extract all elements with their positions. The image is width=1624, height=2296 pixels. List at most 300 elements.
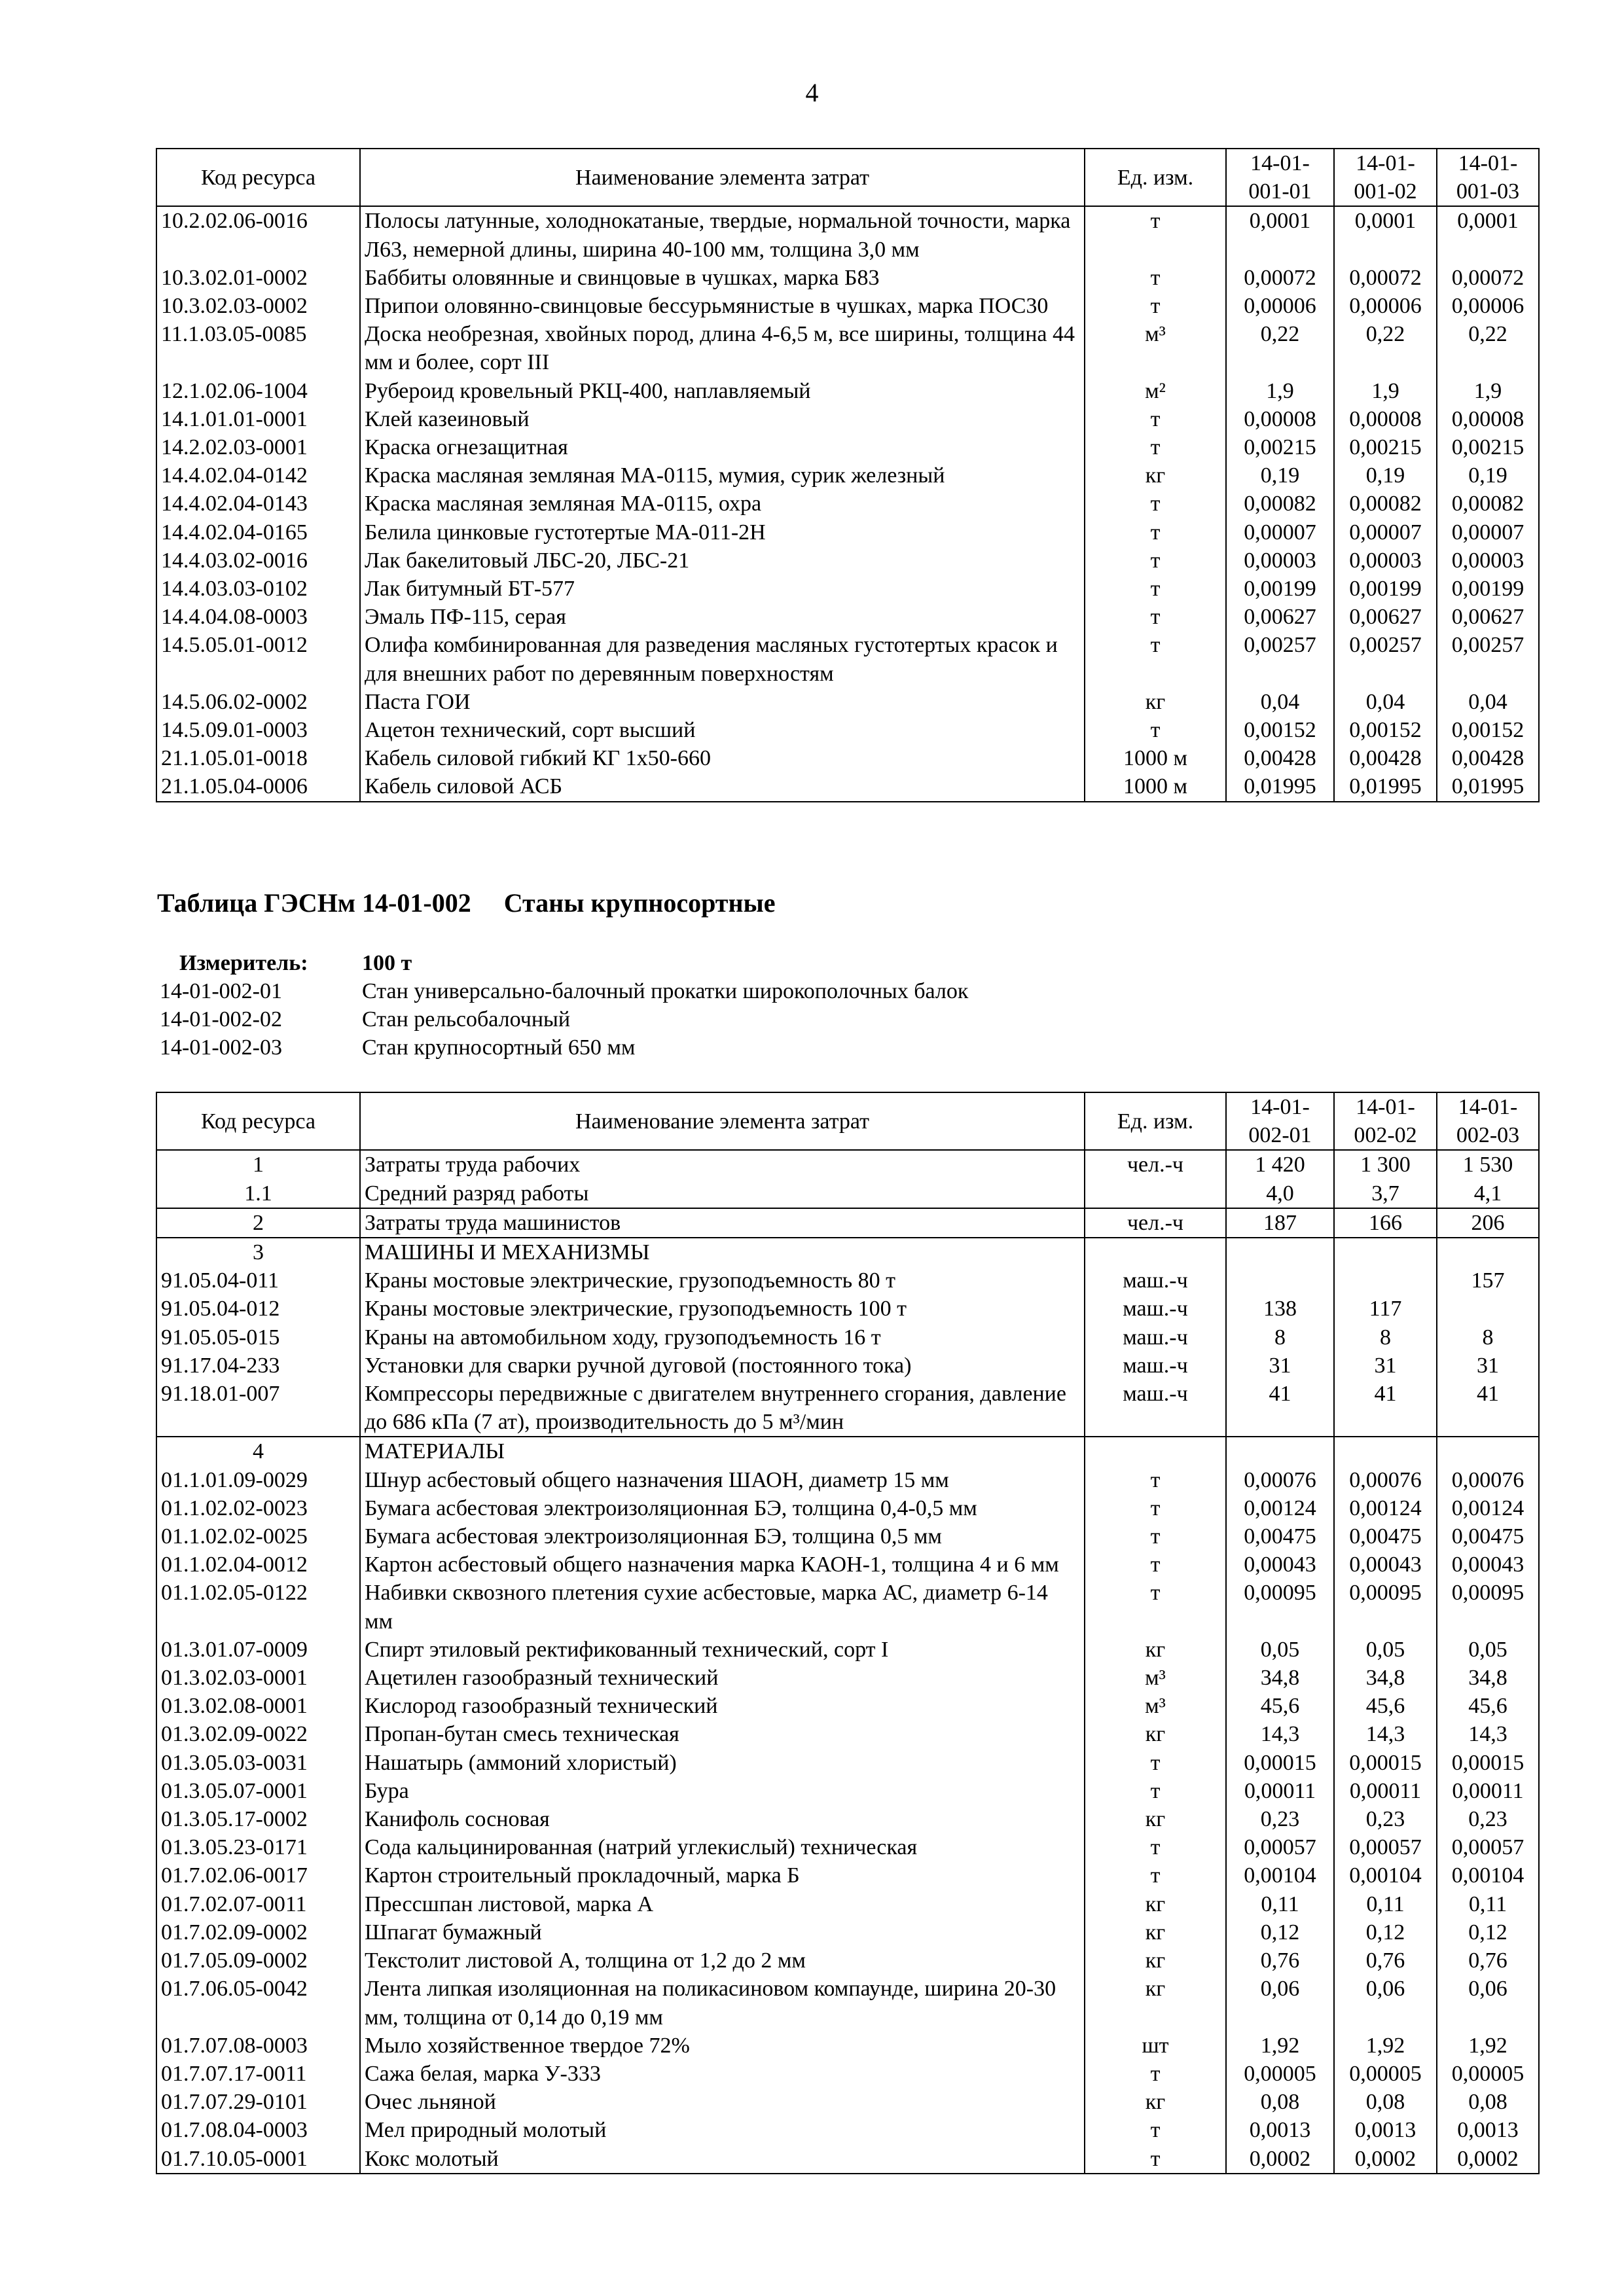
resource-code: 21.1.05.01-0018 <box>156 744 360 772</box>
table-body <box>156 206 1539 801</box>
value-col-3: 0,00005 <box>1437 2060 1539 2088</box>
resource-code: 01.7.07.08-0003 <box>156 2032 360 2060</box>
table-body <box>156 1150 1539 2173</box>
resource-code: 14.1.01.01-0001 <box>156 405 360 433</box>
table-row <box>156 547 1539 575</box>
item-name: Стан универсально-балочный прокатки широкополочных балок <box>362 979 969 1003</box>
resource-unit: чел.-ч <box>1085 1208 1226 1238</box>
table-row <box>156 433 1539 461</box>
resource-unit: т <box>1085 716 1226 744</box>
resource-name: Картон строительный прокладочный, марка Б <box>360 1861 1085 1890</box>
resource-code: 01.7.05.09-0002 <box>156 1946 360 1975</box>
value-col-1: 0,00005 <box>1226 2060 1334 2088</box>
resource-unit: т <box>1085 1777 1226 1805</box>
resource-name: Краска огнезащитная <box>360 433 1085 461</box>
value-col-2: 0,05 <box>1334 1636 1437 1664</box>
value-col-3: 0,00257 <box>1437 631 1539 687</box>
table-row <box>156 1636 1539 1664</box>
resource-name: Краны на автомобильном ходу, грузоподъемность 16 т <box>360 1323 1085 1352</box>
table-row <box>156 1918 1539 1946</box>
header-name: Наименование элемента затрат <box>360 1092 1085 1150</box>
value-col-1: 0,00475 <box>1226 1522 1334 1551</box>
value-col-3: 0,00095 <box>1437 1579 1539 1635</box>
resource-unit: кг <box>1085 1890 1226 1918</box>
resource-name: Набивки сквозного плетения сухие асбестовые, марка АС, диаметр 6-14 мм <box>360 1579 1085 1635</box>
header-unit: Ед. изм. <box>1085 149 1226 206</box>
table-row <box>156 1238 1539 1266</box>
value-col-2 <box>1334 1266 1437 1295</box>
resource-name: Картон асбестовый общего назначения марка КАОН-1, толщина 4 и 6 мм <box>360 1551 1085 1579</box>
value-col-2: 0,00006 <box>1334 292 1437 320</box>
resource-code: 01.1.02.02-0025 <box>156 1522 360 1551</box>
resource-code: 14.4.02.04-0165 <box>156 518 360 547</box>
resource-code: 01.7.06.05-0042 <box>156 1975 360 2031</box>
value-col-1 <box>1226 1266 1334 1295</box>
resource-code: 01.1.01.09-0029 <box>156 1466 360 1494</box>
table-row <box>156 2088 1539 2116</box>
resource-unit: т <box>1085 490 1226 518</box>
resource-name: Эмаль ПФ-115, серая <box>360 603 1085 631</box>
resource-name: Лента липкая изоляционная на поликасиновом компаунде, ширина 20-30 мм, толщина от 0,14 до 0,19 мм <box>360 1975 1085 2031</box>
resource-code: 14.4.03.03-0102 <box>156 575 360 603</box>
value-col-2: 0,00475 <box>1334 1522 1437 1551</box>
value-col-2: 8 <box>1334 1323 1437 1352</box>
value-col-1: 8 <box>1226 1323 1334 1352</box>
resource-name: Нашатырь (аммоний хлористый) <box>360 1749 1085 1777</box>
value-col-3: 0,06 <box>1437 1975 1539 2031</box>
value-col-1: 31 <box>1226 1352 1334 1380</box>
resource-code: 01.3.02.08-0001 <box>156 1692 360 1720</box>
value-col-2 <box>1334 1437 1437 1465</box>
resource-name: Кабель силовой АСБ <box>360 772 1085 801</box>
table-row <box>156 206 1539 263</box>
resource-unit: т <box>1085 2116 1226 2144</box>
value-col-3: 0,04 <box>1437 688 1539 716</box>
resource-unit: т <box>1085 1551 1226 1579</box>
value-col-3: 4,1 <box>1437 1179 1539 1208</box>
page-number: 4 <box>805 78 819 107</box>
resource-unit: кг <box>1085 688 1226 716</box>
resource-name: Краны мостовые электрические, грузоподъемность 100 т <box>360 1295 1085 1323</box>
resource-unit: 1000 м <box>1085 772 1226 801</box>
resource-code: 91.05.05-015 <box>156 1323 360 1352</box>
header-col-3: 14-01-001-03 <box>1437 149 1539 206</box>
resource-unit: т <box>1085 1579 1226 1635</box>
table-row <box>156 1295 1539 1323</box>
value-col-2: 0,00011 <box>1334 1777 1437 1805</box>
resource-name: Пропан-бутан смесь техническая <box>360 1720 1085 1748</box>
table-row <box>156 461 1539 490</box>
value-col-3: 0,00428 <box>1437 744 1539 772</box>
value-col-1: 41 <box>1226 1380 1334 1437</box>
value-col-1: 0,00257 <box>1226 631 1334 687</box>
resource-name: МАТЕРИАЛЫ <box>360 1437 1085 1465</box>
table-row <box>156 1494 1539 1522</box>
table-row <box>156 1466 1539 1494</box>
value-col-1: 0,00011 <box>1226 1777 1334 1805</box>
value-col-1: 0,19 <box>1226 461 1334 490</box>
resource-unit: 1000 м <box>1085 744 1226 772</box>
value-col-1 <box>1226 1437 1334 1465</box>
resource-name: Шпагат бумажный <box>360 1918 1085 1946</box>
table-row <box>156 2145 1539 2174</box>
value-col-2: 0,00199 <box>1334 575 1437 603</box>
value-col-2: 0,00428 <box>1334 744 1437 772</box>
value-col-1: 0,00199 <box>1226 575 1334 603</box>
value-col-2: 0,23 <box>1334 1805 1437 1833</box>
value-col-1: 0,00006 <box>1226 292 1334 320</box>
value-col-1: 0,00007 <box>1226 518 1334 547</box>
value-col-3: 0,0001 <box>1437 206 1539 263</box>
value-col-1: 0,00215 <box>1226 433 1334 461</box>
value-col-2: 0,00015 <box>1334 1749 1437 1777</box>
resource-name: Установки для сварки ручной дуговой (постоянного тока) <box>360 1352 1085 1380</box>
value-col-1: 14,3 <box>1226 1720 1334 1748</box>
value-col-3: 0,00082 <box>1437 490 1539 518</box>
resource-code: 14.5.05.01-0012 <box>156 631 360 687</box>
value-col-1: 0,23 <box>1226 1805 1334 1833</box>
resource-code: 1.1 <box>156 1179 360 1208</box>
value-col-2: 0,12 <box>1334 1918 1437 1946</box>
value-col-2: 0,00008 <box>1334 405 1437 433</box>
value-col-3 <box>1437 1238 1539 1266</box>
value-col-2: 0,22 <box>1334 320 1437 376</box>
measure-label: Измеритель: <box>179 951 308 975</box>
resource-name: Доска необрезная, хвойных пород, длина 4-6,5 м, все ширины, толщина 44 мм и более, сорт III <box>360 320 1085 376</box>
resource-unit <box>1085 1437 1226 1465</box>
resource-table-001 <box>156 148 1540 802</box>
value-col-3: 0,23 <box>1437 1805 1539 1833</box>
resource-unit: маш.-ч <box>1085 1380 1226 1437</box>
resource-name: Клей казеиновый <box>360 405 1085 433</box>
value-col-1: 0,11 <box>1226 1890 1334 1918</box>
resource-name: Канифоль сосновая <box>360 1805 1085 1833</box>
resource-name: МАШИНЫ И МЕХАНИЗМЫ <box>360 1238 1085 1266</box>
resource-name: Лак битумный БТ-577 <box>360 575 1085 603</box>
resource-code: 14.5.06.02-0002 <box>156 688 360 716</box>
value-col-2: 14,3 <box>1334 1720 1437 1748</box>
value-col-2: 41 <box>1334 1380 1437 1437</box>
value-col-3: 0,00006 <box>1437 292 1539 320</box>
value-col-2: 1,9 <box>1334 377 1437 405</box>
value-col-2: 0,00152 <box>1334 716 1437 744</box>
resource-unit: маш.-ч <box>1085 1295 1226 1323</box>
value-col-3: 0,05 <box>1437 1636 1539 1664</box>
header-col-2: 14-01-001-02 <box>1334 149 1437 206</box>
table-row <box>156 1777 1539 1805</box>
resource-code: 21.1.05.04-0006 <box>156 772 360 801</box>
table-row <box>156 292 1539 320</box>
value-col-1: 1,92 <box>1226 2032 1334 2060</box>
resource-name: Прессшпан листовой, марка А <box>360 1890 1085 1918</box>
value-col-2: 0,08 <box>1334 2088 1437 2116</box>
item-name: Стан крупносортный 650 мм <box>362 1035 636 1060</box>
value-col-3: 8 <box>1437 1323 1539 1352</box>
section-title: Таблица ГЭСНм 14-01-002 Станы крупносортные <box>157 888 776 918</box>
resource-unit: т <box>1085 1833 1226 1861</box>
value-col-3: 0,12 <box>1437 1918 1539 1946</box>
value-col-1: 4,0 <box>1226 1179 1334 1208</box>
resource-unit: чел.-ч <box>1085 1150 1226 1179</box>
table-row <box>156 264 1539 292</box>
resource-unit: м³ <box>1085 1664 1226 1692</box>
resource-code: 14.4.02.04-0142 <box>156 461 360 490</box>
resource-name: Белила цинковые густотертые МА-011-2Н <box>360 518 1085 547</box>
resource-name: Лак бакелитовый ЛБС-20, ЛБС-21 <box>360 547 1085 575</box>
value-col-1: 0,08 <box>1226 2088 1334 2116</box>
header-col-3: 14-01-002-03 <box>1437 1092 1539 1150</box>
value-col-2: 0,00124 <box>1334 1494 1437 1522</box>
value-col-1: 138 <box>1226 1295 1334 1323</box>
value-col-3: 0,00124 <box>1437 1494 1539 1522</box>
value-col-3: 0,00008 <box>1437 405 1539 433</box>
resource-name: Паста ГОИ <box>360 688 1085 716</box>
table-row <box>156 1579 1539 1635</box>
value-col-2: 0,01995 <box>1334 772 1437 801</box>
value-col-3: 0,11 <box>1437 1890 1539 1918</box>
value-col-3: 0,00215 <box>1437 433 1539 461</box>
resource-unit: кг <box>1085 461 1226 490</box>
table-row <box>156 1150 1539 1179</box>
resource-unit: т <box>1085 2060 1226 2088</box>
value-col-3: 0,00015 <box>1437 1749 1539 1777</box>
table-row <box>156 1437 1539 1465</box>
resource-code: 01.7.02.06-0017 <box>156 1861 360 1890</box>
value-col-1: 0,00104 <box>1226 1861 1334 1890</box>
resource-unit: кг <box>1085 1720 1226 1748</box>
value-col-2: 0,06 <box>1334 1975 1437 2031</box>
header-col-2: 14-01-002-02 <box>1334 1092 1437 1150</box>
value-col-3: 45,6 <box>1437 1692 1539 1720</box>
value-col-2: 31 <box>1334 1352 1437 1380</box>
resource-code: 91.05.04-011 <box>156 1266 360 1295</box>
resource-code: 91.18.01-007 <box>156 1380 360 1437</box>
value-col-1: 0,00076 <box>1226 1466 1334 1494</box>
table-row <box>156 688 1539 716</box>
header-name: Наименование элемента затрат <box>360 149 1085 206</box>
resource-name: Бура <box>360 1777 1085 1805</box>
value-col-1: 0,00008 <box>1226 405 1334 433</box>
resource-name: Очес льняной <box>360 2088 1085 2116</box>
resource-name: Краска масляная земляная МА-0115, охра <box>360 490 1085 518</box>
value-col-3: 0,22 <box>1437 320 1539 376</box>
resource-code: 01.7.07.17-0011 <box>156 2060 360 2088</box>
resource-unit: т <box>1085 1749 1226 1777</box>
resource-code: 11.1.03.05-0085 <box>156 320 360 376</box>
item-name: Стан рельсобалочный <box>362 1007 571 1031</box>
value-col-1: 0,0001 <box>1226 206 1334 263</box>
table-row <box>156 1208 1539 1238</box>
value-col-3: 157 <box>1437 1266 1539 1295</box>
resource-code: 01.3.05.23-0171 <box>156 1833 360 1861</box>
resource-unit: маш.-ч <box>1085 1323 1226 1352</box>
resource-code: 01.7.10.05-0001 <box>156 2145 360 2174</box>
resource-code: 01.1.02.05-0122 <box>156 1579 360 1635</box>
header-col-1: 14-01-001-01 <box>1226 149 1334 206</box>
value-col-3: 0,0013 <box>1437 2116 1539 2144</box>
value-col-2: 0,00007 <box>1334 518 1437 547</box>
value-col-3: 206 <box>1437 1208 1539 1238</box>
value-col-1: 0,00627 <box>1226 603 1334 631</box>
value-col-2: 117 <box>1334 1295 1437 1323</box>
resource-unit: м³ <box>1085 1692 1226 1720</box>
resource-code: 01.7.07.29-0101 <box>156 2088 360 2116</box>
resource-code: 14.4.04.08-0003 <box>156 603 360 631</box>
resource-code: 91.17.04-233 <box>156 1352 360 1380</box>
resource-code: 01.3.01.07-0009 <box>156 1636 360 1664</box>
value-col-2 <box>1334 1238 1437 1266</box>
value-col-1: 0,0013 <box>1226 2116 1334 2144</box>
value-col-1: 0,76 <box>1226 1946 1334 1975</box>
value-col-1: 0,00428 <box>1226 744 1334 772</box>
value-col-3: 34,8 <box>1437 1664 1539 1692</box>
table-row <box>156 744 1539 772</box>
value-col-2: 0,0002 <box>1334 2145 1437 2174</box>
table-row <box>156 1266 1539 1295</box>
value-col-1: 0,00072 <box>1226 264 1334 292</box>
table-row <box>156 1749 1539 1777</box>
resource-code: 4 <box>156 1437 360 1465</box>
resource-name: Краны мостовые электрические, грузоподъемность 80 т <box>360 1266 1085 1295</box>
value-col-1: 0,12 <box>1226 1918 1334 1946</box>
table-row <box>156 1664 1539 1692</box>
resource-name: Баббиты оловянные и свинцовые в чушках, марка Б83 <box>360 264 1085 292</box>
value-col-2: 0,00005 <box>1334 2060 1437 2088</box>
resource-code: 2 <box>156 1208 360 1238</box>
table-row <box>156 772 1539 801</box>
value-col-1 <box>1226 1238 1334 1266</box>
resource-code: 14.2.02.03-0001 <box>156 433 360 461</box>
value-col-2: 45,6 <box>1334 1692 1437 1720</box>
resource-unit: т <box>1085 292 1226 320</box>
resource-unit: кг <box>1085 1636 1226 1664</box>
table-row <box>156 1352 1539 1380</box>
resource-name: Затраты труда рабочих <box>360 1150 1085 1179</box>
resource-code: 14.4.03.02-0016 <box>156 547 360 575</box>
resource-unit: т <box>1085 575 1226 603</box>
value-col-1: 0,01995 <box>1226 772 1334 801</box>
value-col-2: 0,00072 <box>1334 264 1437 292</box>
header-code: Код ресурса <box>156 149 360 206</box>
resource-unit: т <box>1085 518 1226 547</box>
value-col-3: 0,00011 <box>1437 1777 1539 1805</box>
resource-name: Бумага асбестовая электроизоляционная БЭ, толщина 0,5 мм <box>360 1522 1085 1551</box>
value-col-2: 3,7 <box>1334 1179 1437 1208</box>
value-col-1: 0,05 <box>1226 1636 1334 1664</box>
value-col-3: 0,00043 <box>1437 1551 1539 1579</box>
resource-unit: кг <box>1085 1946 1226 1975</box>
resource-name: Кокс молотый <box>360 2145 1085 2174</box>
table-row <box>156 1890 1539 1918</box>
resource-unit: шт <box>1085 2032 1226 2060</box>
table-row <box>156 490 1539 518</box>
value-col-3: 0,00072 <box>1437 264 1539 292</box>
value-col-2: 0,00104 <box>1334 1861 1437 1890</box>
value-col-2: 0,00043 <box>1334 1551 1437 1579</box>
resource-unit: т <box>1085 1861 1226 1890</box>
resource-unit: т <box>1085 1466 1226 1494</box>
table-row <box>156 1522 1539 1551</box>
resource-unit: м³ <box>1085 320 1226 376</box>
resource-unit: т <box>1085 1522 1226 1551</box>
resource-name: Рубероид кровельный РКЦ-400, наплавляемый <box>360 377 1085 405</box>
resource-unit: т <box>1085 405 1226 433</box>
resource-unit: т <box>1085 1494 1226 1522</box>
resource-name: Текстолит листовой А, толщина от 1,2 до 2 мм <box>360 1946 1085 1975</box>
resource-table-002 <box>156 1092 1540 2174</box>
value-col-3: 0,00057 <box>1437 1833 1539 1861</box>
value-col-1: 0,00124 <box>1226 1494 1334 1522</box>
table-row <box>156 320 1539 376</box>
value-col-3: 0,76 <box>1437 1946 1539 1975</box>
table-row <box>156 518 1539 547</box>
table-row <box>156 603 1539 631</box>
value-col-3: 0,08 <box>1437 2088 1539 2116</box>
resource-name: Кислород газообразный технический <box>360 1692 1085 1720</box>
table-row <box>156 1551 1539 1579</box>
resource-code: 01.3.02.03-0001 <box>156 1664 360 1692</box>
value-col-3: 0,00152 <box>1437 716 1539 744</box>
resource-unit: кг <box>1085 1975 1226 2031</box>
resource-name: Ацетон технический, сорт высший <box>360 716 1085 744</box>
resource-unit: т <box>1085 2145 1226 2174</box>
resource-code: 01.3.05.07-0001 <box>156 1777 360 1805</box>
value-col-1: 0,06 <box>1226 1975 1334 2031</box>
resource-code: 01.1.02.04-0012 <box>156 1551 360 1579</box>
table-row <box>156 405 1539 433</box>
resource-name: Компрессоры передвижные с двигателем внутреннего сгорания, давление до 686 кПа (7 ат), производительность до 5 м³/мин <box>360 1380 1085 1437</box>
table-row <box>156 1975 1539 2031</box>
value-col-3: 0,0002 <box>1437 2145 1539 2174</box>
value-col-3: 0,00475 <box>1437 1522 1539 1551</box>
header-unit: Ед. изм. <box>1085 1092 1226 1150</box>
resource-unit: т <box>1085 631 1226 687</box>
value-col-2: 1,92 <box>1334 2032 1437 2060</box>
resource-unit: т <box>1085 206 1226 263</box>
value-col-3: 0,00104 <box>1437 1861 1539 1890</box>
value-col-1: 45,6 <box>1226 1692 1334 1720</box>
resource-unit: т <box>1085 603 1226 631</box>
value-col-2: 34,8 <box>1334 1664 1437 1692</box>
resource-unit: м² <box>1085 377 1226 405</box>
resource-unit: маш.-ч <box>1085 1266 1226 1295</box>
value-col-1: 34,8 <box>1226 1664 1334 1692</box>
resource-code: 10.2.02.06-0016 <box>156 206 360 263</box>
value-col-3 <box>1437 1437 1539 1465</box>
value-col-1: 1 420 <box>1226 1150 1334 1179</box>
table-row <box>156 1833 1539 1861</box>
value-col-1: 1,9 <box>1226 377 1334 405</box>
table-row <box>156 1692 1539 1720</box>
value-col-2: 0,00095 <box>1334 1579 1437 1635</box>
value-col-1: 0,00095 <box>1226 1579 1334 1635</box>
value-col-3: 0,00627 <box>1437 603 1539 631</box>
table-row <box>156 1861 1539 1890</box>
value-col-2: 0,76 <box>1334 1946 1437 1975</box>
resource-name: Припои оловянно-свинцовые бессурьмянистые в чушках, марка ПОС30 <box>360 292 1085 320</box>
resource-unit: кг <box>1085 1805 1226 1833</box>
table-row <box>156 1946 1539 1975</box>
header-code: Код ресурса <box>156 1092 360 1150</box>
item-code: 14-01-002-03 <box>160 1035 282 1060</box>
table-row <box>156 631 1539 687</box>
value-col-2: 1 300 <box>1334 1150 1437 1179</box>
value-col-2: 0,00215 <box>1334 433 1437 461</box>
resource-code: 01.7.02.07-0011 <box>156 1890 360 1918</box>
resource-name: Затраты труда машинистов <box>360 1208 1085 1238</box>
value-col-2: 166 <box>1334 1208 1437 1238</box>
table-row <box>156 2032 1539 2060</box>
